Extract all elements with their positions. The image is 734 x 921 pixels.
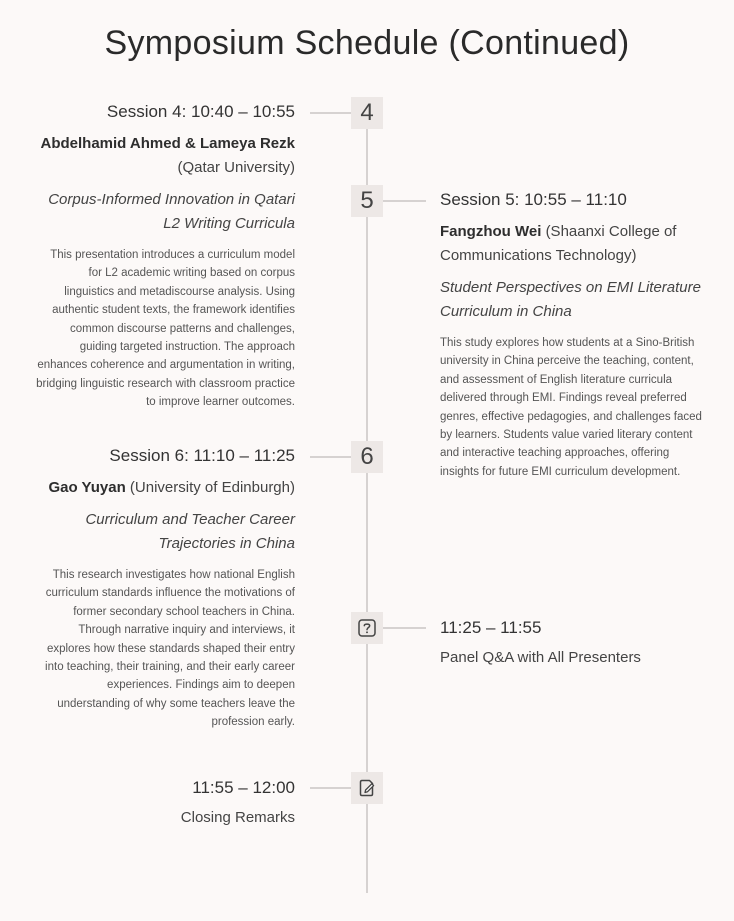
session-5-presenter (440, 220, 702, 268)
panel-connector (383, 627, 426, 629)
panel-marker (351, 612, 383, 644)
session-4-presenter-affil: (Qatar University) (177, 159, 295, 176)
session-5-abstract: This study explores how students at a Sino-British university in China perceive the teaching, content, and assessment of English literature curricula delivered through EMI. Findings reveal preferred genres, effective pedagogies, and challenges faced by learners. Students value varied literary content and interactive teaching approaches, offering insights for future EMI curriculum development. (440, 337, 702, 478)
session-4-presenter-name: Abdelhamid Ahmed & Lameya Rezk (40, 135, 295, 152)
session-4-connector (310, 112, 351, 114)
session-6-presenter-name: Gao Yuyan (48, 479, 126, 496)
closing-marker (351, 772, 383, 804)
session-5-connector (383, 200, 426, 202)
session-4-time: Session 4: 10:40 – 10:55 (106, 102, 295, 121)
panel-block (440, 617, 702, 669)
session-4-talk-title: Corpus-Informed Innovation in Qatari L2 Writing Curricula (48, 191, 295, 232)
session-4-abstract: This presentation introduces a curriculum model for L2 academic writing based on corpus linguistics and metadiscourse analysis. Using authentic student texts, the framework identifies common discourse patterns and challenges, guiding targeted instruction. The approach enhances coherence and argumentation in writing, bridging linguistic research with classroom practice to improve learner outcomes. (36, 249, 295, 409)
page-title: Symposium Schedule (Continued) (104, 24, 630, 62)
session-6-connector (310, 456, 351, 458)
session-5-presenter-affil: (Shaanxi College of Communications Technology) (440, 223, 677, 264)
session-5-talk-title: Student Perspectives on EMI Literature Curriculum in China (440, 279, 701, 320)
session-6-presenter (36, 476, 295, 500)
session-5-marker: 5 (351, 185, 383, 217)
session-6-presenter-affil: (University of Edinburgh) (129, 479, 295, 496)
session-5-time: Session 5: 10:55 – 11:10 (440, 190, 627, 209)
session-4-marker: 4 (351, 97, 383, 129)
note-pen-icon (357, 778, 377, 798)
session-4-block (36, 101, 295, 412)
session-6-talk-title: Curriculum and Teacher Career Trajectories in China (85, 511, 295, 552)
session-4-presenter (36, 132, 295, 180)
panel-time: 11:25 – 11:55 (440, 618, 542, 637)
session-5-presenter-name: Fangzhou Wei (440, 223, 542, 240)
question-icon (357, 618, 377, 638)
closing-label: Closing Remarks (180, 809, 295, 826)
closing-connector (310, 787, 351, 789)
session-6-block (36, 445, 295, 732)
closing-time: 11:55 – 12:00 (192, 778, 295, 797)
panel-label: Panel Q&A with All Presenters (440, 649, 641, 666)
session-6-time: Session 6: 11:10 – 11:25 (109, 446, 295, 465)
session-6-abstract: This research investigates how national English curriculum standards influence the motivations of former secondary school teachers in China. Through narrative inquiry and interviews, it explores how these standards shaped their entry into teaching, their training, and their early career experiences. Findings aim to deepen understanding of why some teachers leave the profession early. (45, 569, 295, 729)
closing-block (36, 777, 295, 829)
session-6-marker: 6 (351, 441, 383, 473)
session-5-block (440, 189, 702, 481)
